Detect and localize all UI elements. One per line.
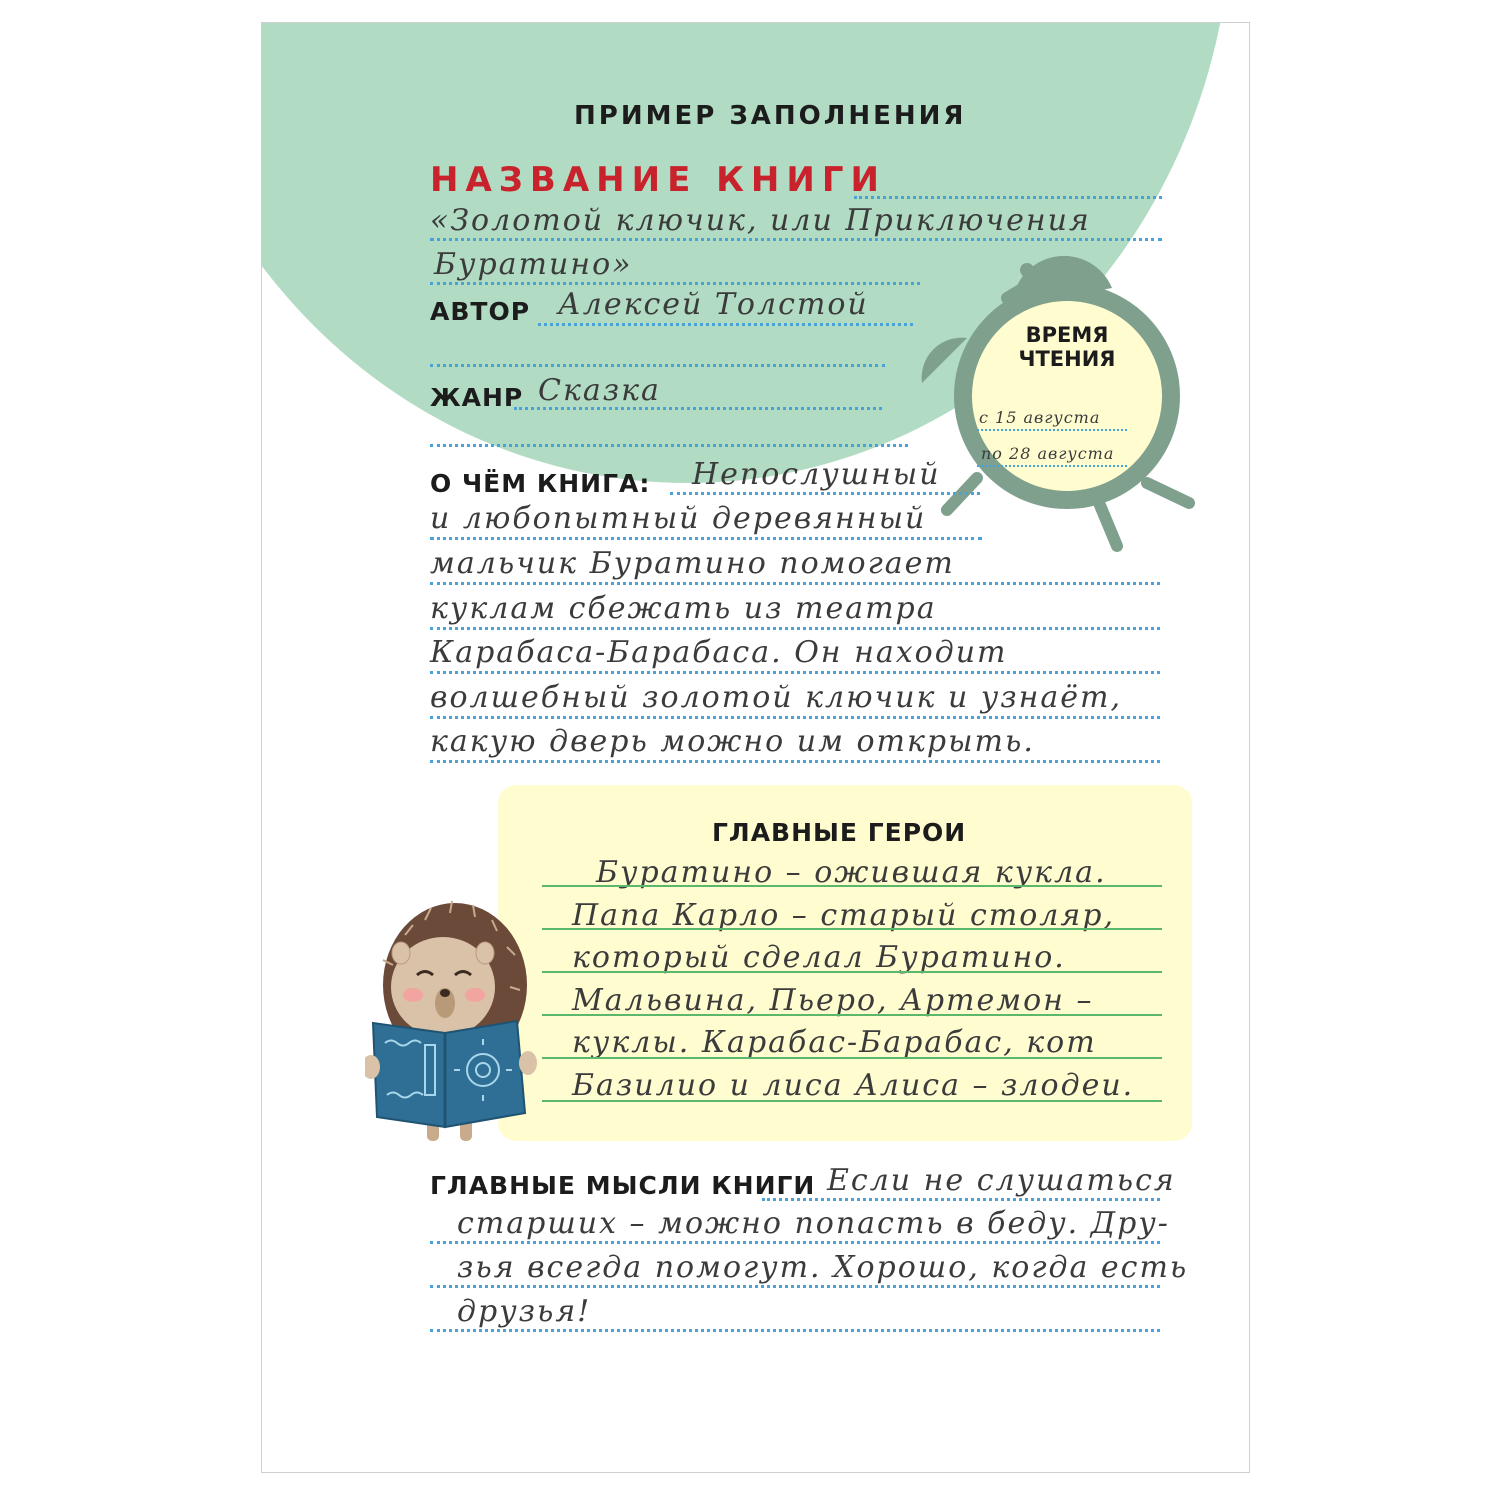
- reading-diary-page: [261, 22, 1250, 1473]
- genre-label: ЖАНР: [430, 383, 524, 412]
- hedgehog-icon: [365, 895, 545, 1145]
- heroes-ruled-line: [542, 1014, 1162, 1016]
- heroes-ruled-line: [542, 928, 1162, 930]
- about-label: О ЧЁМ КНИГА:: [430, 469, 651, 498]
- author-label: АВТОР: [430, 297, 531, 326]
- heroes-line: Буратино – ожившая кукла.: [596, 855, 1107, 890]
- main-ideas-line: зья всегда помогут. Хорошо, когда есть: [457, 1250, 1189, 1285]
- author-dotted-line: [430, 364, 885, 367]
- book-title-line-2: Буратино»: [434, 247, 633, 282]
- alarm-clock-icon: [917, 248, 1212, 553]
- heroes-label: ГЛАВНЫЕ ГЕРОИ: [712, 818, 967, 847]
- about-line: какую дверь можно им открыть.: [430, 724, 1035, 759]
- hedgehog-reading-illustration: [365, 895, 545, 1145]
- heroes-line: который сделал Буратино.: [572, 940, 1066, 975]
- heroes-ruled-line: [542, 1100, 1162, 1102]
- ideas-dotted-line: [430, 1329, 1160, 1332]
- book-title-label: НАЗВАНИЕ КНИГИ: [430, 160, 886, 200]
- about-dotted-line: [430, 716, 1160, 719]
- title-dotted-line: [854, 196, 1162, 199]
- heroes-line: Базилио и лиса Алиса – злодеи.: [572, 1068, 1135, 1103]
- ideas-dotted-line: [430, 1241, 1160, 1244]
- about-dotted-line: [430, 671, 1160, 674]
- ideas-dotted-line: [762, 1198, 1160, 1201]
- reading-time-to: по 28 августа: [981, 444, 1115, 463]
- about-line: и любопытный деревянный: [430, 501, 927, 536]
- heroes-line: куклы. Карабас-Барабас, кот: [572, 1025, 1097, 1060]
- heroes-ruled-line: [542, 971, 1162, 973]
- about-line: Карабаса-Барабаса. Он находит: [430, 635, 1008, 670]
- about-dotted-line: [430, 582, 1160, 585]
- heroes-line: Папа Карло – старый столяр,: [572, 898, 1115, 933]
- about-line: куклам сбежать из театра: [430, 591, 937, 626]
- heroes-ruled-line: [542, 1057, 1162, 1059]
- reading-time-label-line-1: ВРЕМЯ: [1025, 323, 1109, 347]
- genre-dotted-line: [514, 407, 882, 410]
- main-ideas-line: Если не слушаться: [827, 1163, 1176, 1198]
- about-dotted-line: [430, 760, 1160, 763]
- about-dotted-line: [430, 537, 982, 540]
- clock-dotted-line: [977, 429, 1127, 431]
- title-dotted-line: [430, 282, 920, 285]
- about-dotted-line: [430, 627, 1160, 630]
- about-line: мальчик Буратино помогает: [430, 546, 955, 581]
- heroes-ruled-line: [542, 885, 1162, 887]
- about-dotted-line: [670, 492, 980, 495]
- genre-dotted-line: [430, 444, 908, 447]
- main-ideas-line: старших – можно попасть в беду. Дру-: [457, 1206, 1170, 1241]
- book-title-line-1: «Золотой ключик, или Приключения: [430, 203, 1091, 238]
- main-ideas-label: ГЛАВНЫЕ МЫСЛИ КНИГИ: [430, 1171, 816, 1200]
- about-line: Непослушный: [692, 457, 941, 492]
- about-line: волшебный золотой ключик и узнаёт,: [430, 680, 1122, 715]
- reading-time-label-line-2: ЧТЕНИЯ: [1018, 347, 1116, 371]
- reading-time-from: с 15 августа: [979, 408, 1101, 427]
- ideas-dotted-line: [430, 1285, 1160, 1288]
- author-dotted-line: [538, 323, 913, 326]
- clock-dotted-line: [977, 465, 1127, 467]
- title-dotted-line: [430, 238, 1162, 241]
- author-value: Алексей Толстой: [558, 287, 869, 322]
- genre-value: Сказка: [538, 373, 661, 408]
- heroes-line: Мальвина, Пьеро, Артемон –: [572, 983, 1094, 1018]
- page-title: ПРИМЕР ЗАПОЛНЕНИЯ: [574, 101, 967, 131]
- main-ideas-line: друзья!: [457, 1294, 592, 1329]
- reading-time-clock: [917, 248, 1212, 553]
- main-heroes-box: [498, 785, 1192, 1141]
